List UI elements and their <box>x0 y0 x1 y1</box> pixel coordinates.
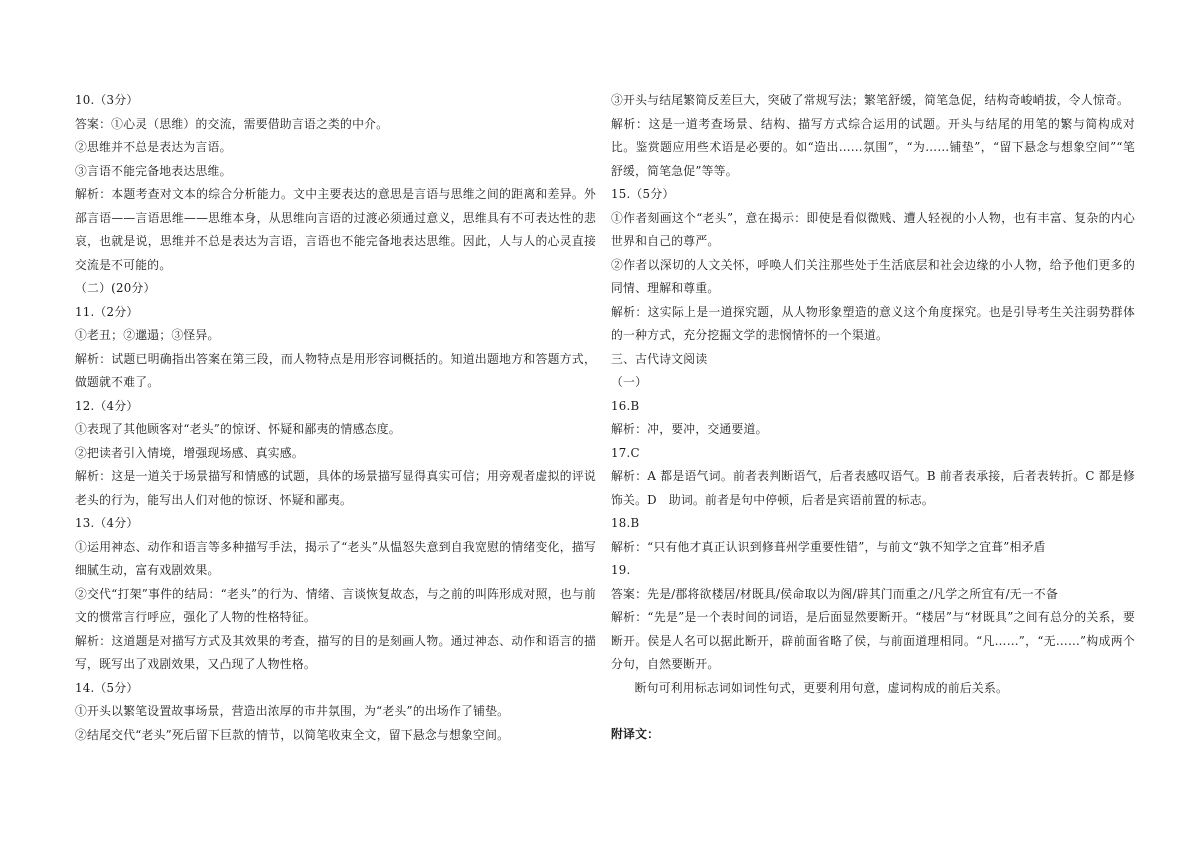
q19-analysis: 解析：“先是”是一个表时间的词语，是后面显然要断开。“楼居”与“材既具”之间有总分的关系，要断开。侯是人名可以据此断开，辟前面省略了侯，与前面道理相同。“凡……”，“无……”构成两个分句，自然要断开。 <box>611 610 1135 671</box>
section-2-heading: （二）(20分） <box>75 281 156 295</box>
q14-answer-2: ②结尾交代“老头”死后留下巨款的情节，以简笔收束全文，留下悬念与想象空间。 <box>75 727 510 742</box>
q19-answer: 答案：先是/郡将欲楼居/材既具/侯命取以为阁/辟其门而重之/凡学之所宜有/无一不备 <box>611 586 1058 601</box>
q11-answer: ①老丑；②邋遢；③怪异。 <box>75 328 220 342</box>
q14-answer-3: ③开头与结尾繁简反差巨大，突破了常规写法；繁笔舒缓，简笔急促，结构奇峻峭拔，令人惊奇。 <box>611 93 1130 107</box>
q12-answer-2: ②把读者引入情境，增强现场感、真实感。 <box>75 445 304 460</box>
q12-answer-1: ①表现了其他顾客对“老头”的惊讶、怀疑和鄙夷的情感态度。 <box>75 422 401 436</box>
spacer <box>611 700 1135 723</box>
q11-heading: 11.（2分） <box>75 304 139 319</box>
q15-heading: 15.（5分） <box>611 187 675 201</box>
q15-analysis: 解析：这实际上是一道探究题，从人物形象塑造的意义这个角度探究。也是引导考生关注弱势群体的一种方式，充分挖掘文学的悲悯情怀的一个渠道。 <box>611 304 1135 342</box>
q14-heading: 14.（5分） <box>75 680 139 695</box>
translation-heading: 附译文： <box>611 727 660 741</box>
q14-answer-1: ①开头以繁笔设置故事场景，营造出浓厚的市井氛围，为“老头”的出场作了铺垫。 <box>75 704 510 718</box>
q10-answer-3: ③言语不能完备地表达思维。 <box>75 163 232 178</box>
q19-tip: 断句可利用标志词如词性句式，更要利用句意，虚词构成的前后关系。 <box>634 680 1009 695</box>
subsection-1-heading: （一） <box>611 375 648 389</box>
right-column <box>611 89 1135 747</box>
q13-heading: 13.（4分） <box>75 516 139 530</box>
q16-analysis: 解析：冲，要冲，交通要道。 <box>611 422 768 436</box>
q15-answer-1: ①作者刻画这个“老头”，意在揭示：即使是看似微贱、遭人轻视的小人物，也有丰富、复杂的内心世界和自己的尊严。 <box>611 210 1135 248</box>
q14-analysis: 解析：这是一道考查场景、结构、描写方式综合运用的试题。开头与结尾的用笔的繁与简构成对比。鉴赏题应用些术语是必要的。如“造出……氛围”，“为……铺垫”，“留下悬念与想象空间”“笔舒缓，简笔急促”等等。 <box>611 116 1135 178</box>
q17-analysis: 解析：A 都是语气词。前者表判断语气，后者表感叹语气。B 前者表承接，后者表转折。C 都是修饰关。D 助词。前者是句中停顿，后者是宾语前置的标志。 <box>611 469 1135 507</box>
q15-answer-2: ②作者以深切的人文关怀，呼唤人们关注那些处于生活底层和社会边缘的小人物，给予他们更多的同情、理解和尊重。 <box>611 257 1135 295</box>
q12-analysis: 解析：这是一道关于场景描写和情感的试题，具体的场景描写显得真实可信；用旁观者虚拟的评说老头的行为，能写出人们对他的惊讶、怀疑和鄙夷。 <box>75 469 596 507</box>
q19-heading: 19. <box>611 563 631 577</box>
q16-answer: 16.B <box>611 398 640 413</box>
q13-answer-2: ②交代“打架”事件的结局：“老头”的行为、情绪、言谈恢复故态，与之前的叫阵形成对照，也与前文的惯常言行呼应，强化了人物的性格特征。 <box>75 586 596 624</box>
q10-heading: 10.（3分） <box>75 93 139 107</box>
q17-answer: 17.C <box>611 445 640 460</box>
q18-analysis: 解析：“只有他才真正认识到修葺州学重要性错”，与前文“孰不知学之宜葺”相矛盾 <box>611 539 1046 554</box>
q12-heading: 12.（4分） <box>75 398 139 413</box>
q11-analysis: 解析：试题已明确指出答案在第三段，而人物特点是用形容词概括的。知道出题地方和答题方式，做题就不难了。 <box>75 351 596 389</box>
section-3-heading: 三、古代诗文阅读 <box>611 351 708 366</box>
q10-answer-1: 答案：①心灵（思维）的交流，需要借助言语之类的中介。 <box>75 116 389 131</box>
q13-answer-1: ①运用神态、动作和语言等多种描写手法，揭示了“老头”从愠怒失意到自我宽慰的情绪变化，描写细腻生动，富有戏剧效果。 <box>75 539 596 577</box>
left-column <box>75 89 596 747</box>
q10-analysis: 解析：本题考查对文本的综合分析能力。文中主要表达的意思是言语与思维之间的距离和差异。外部言语——言语思维——思维本身，从思维向言语的过渡必须通过意义，思维具有不可表达性的悲哀，也就是说，思维并不总是表达为言语，言语也不能完备地表达思维。因此，人与人的心灵直接交流是不可能的。 <box>75 187 596 272</box>
q13-analysis: 解析：这道题是对描写方式及其效果的考查，描写的目的是刻画人物。通过神态、动作和语言的描写，既写出了戏剧效果，又凸现了人物性格。 <box>75 633 596 671</box>
q18-answer: 18.B <box>611 516 640 530</box>
q10-answer-2: ②思维并不总是表达为言语。 <box>75 140 232 154</box>
